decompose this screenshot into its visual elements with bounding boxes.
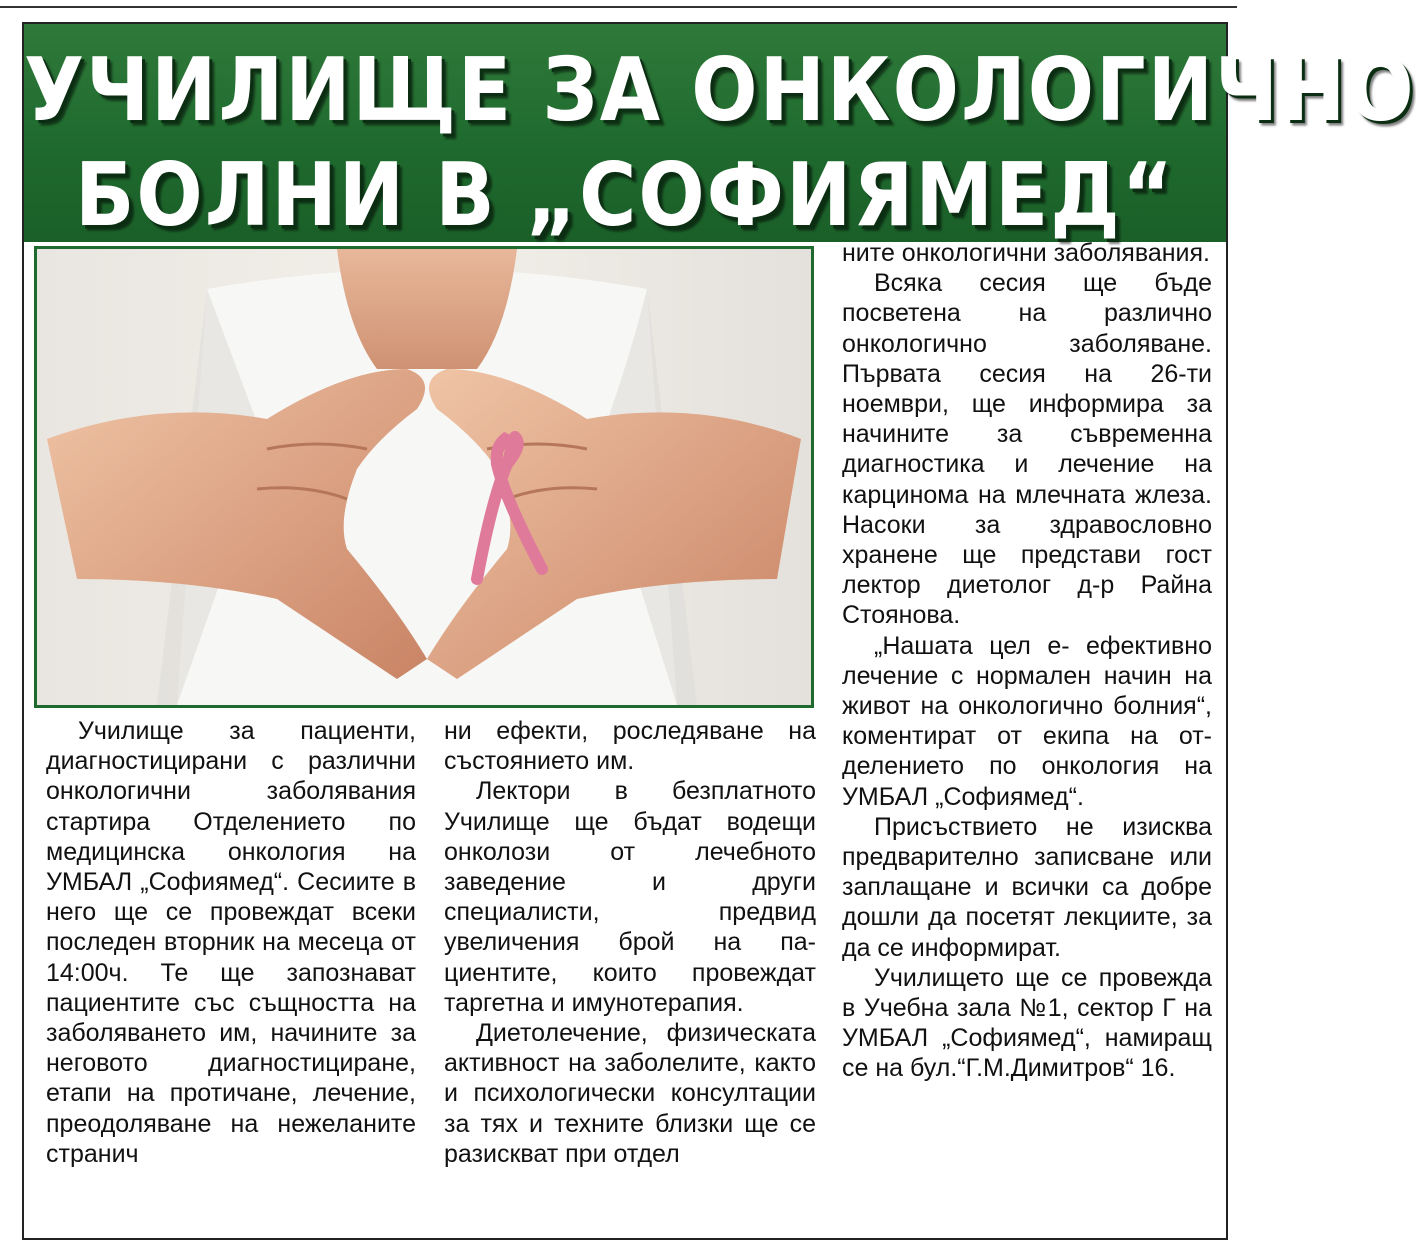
headline-line-2: БОЛНИ В „СОФИЯМЕД“ xyxy=(74,145,1175,247)
paragraph: „Нашата цел е- ефективно лечение с нормален начин на живот на онкологично болния“, коментират от екипа на отделението по онкология на УМБАЛ „Софиямед“. xyxy=(842,631,1212,811)
top-rule xyxy=(0,6,1237,8)
paragraph: Присъствието не изисква предварително записване или заплащане и всички са добре дошли да посетят лекциите, за да се информират. xyxy=(842,812,1212,962)
hands-heart-ribbon-image xyxy=(37,249,811,705)
article-column-2 xyxy=(444,716,816,1169)
article-headline xyxy=(24,38,1416,249)
paragraph: Всяка сесия ще бъде посветена на различно онкологично заболяване. Първата сесия на 26-ти ноември, ще информира за начините за съвременна диагностика и лечение на карцинома на млечната жлеза. Насоки за здравословно хранене ще представи гост лектор диетолог д-р Райна Стоянова. xyxy=(842,269,1212,630)
paragraph: Училището ще се провежда в Учебна зала №1, сектор Г на УМБАЛ „Софиямед“, намиращ се на бул.“Г.М.Димитров“ 16. xyxy=(842,963,1212,1083)
paragraph: ните онкологични заболявания. xyxy=(842,239,1210,267)
article-column-1 xyxy=(46,716,416,1169)
article-photo xyxy=(34,246,814,708)
headline-line-1: УЧИЛИЩЕ ЗА ОНКОЛОГИЧНО xyxy=(24,40,1416,142)
article-column-3 xyxy=(842,238,1212,1084)
paragraph: ни ефекти, роследяване на състоянието им. xyxy=(444,717,816,776)
paragraph: Училище за пациенти, диагностицирани с различни онкологични заболявания стартира Отделението по медицинска онкология на УМБАЛ „Софиямед“. Сесиите в него ще се провеждат всеки последен вторник на месеца от 14:00ч. Те ще запознават пациентите със същността на заболяването им, начините за неговото диагностициране, етапи на протичане, лечение, преодоляване на нежеланите странич xyxy=(46,717,416,1168)
headline-banner xyxy=(24,24,1416,247)
paragraph: Диетолечение, физическата активност на заболелите, както и психологически консултации за тях и техните близки ще се разискват при отдел xyxy=(444,1019,816,1168)
paragraph: Лектори в безплатното Училище ще бъдат водещи онколози от лечебното заведение и други специалисти, предвид увеличения брой на пациентите, които провеждат таргетна и имунотерапия. xyxy=(444,777,816,1017)
